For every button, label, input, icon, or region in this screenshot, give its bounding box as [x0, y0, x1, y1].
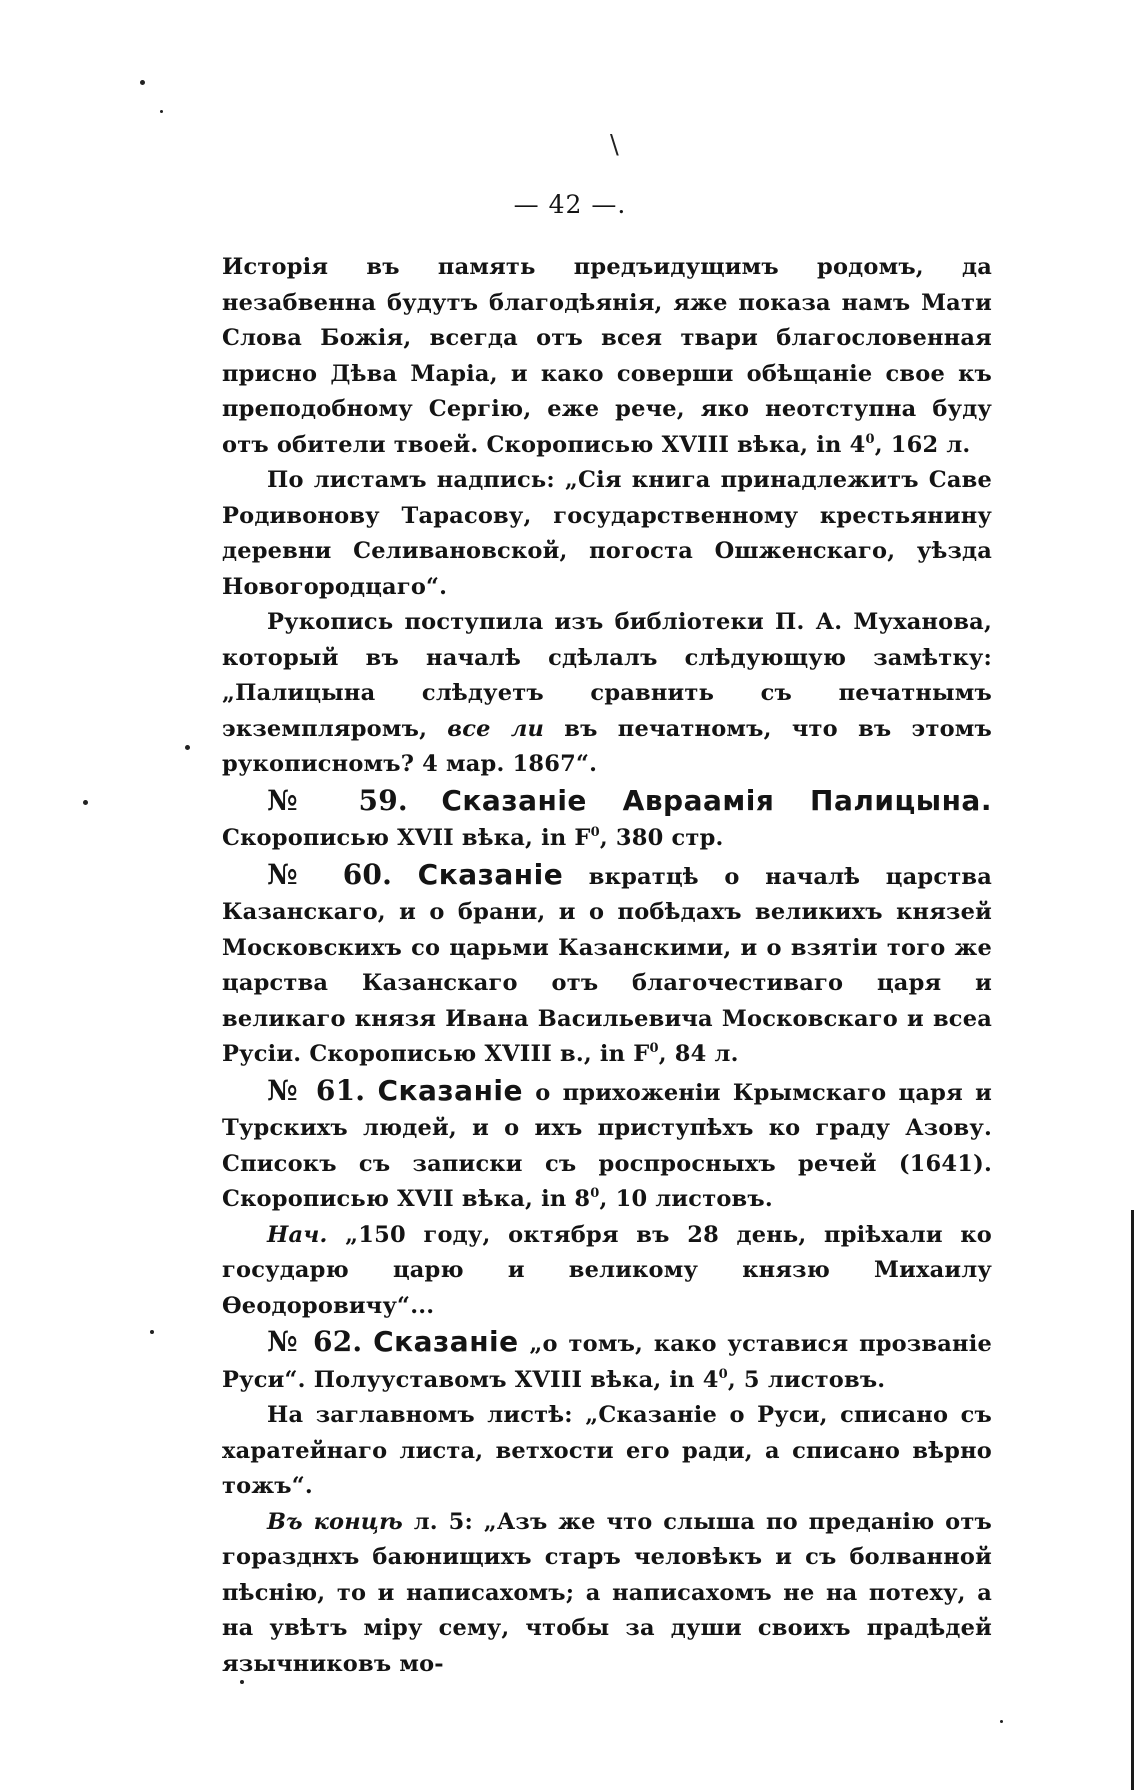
catalog-entry-61: № 61. Сказаніе о прихоженіи Крымскаго царя и Турскихъ людей, и о ихъ приступѣхъ ко граду Азову. Списокъ съ записки съ роспросныхъ речей (1641). Скорописью XVII вѣка, in $8^0$, 10 листовъ. — [222, 1073, 992, 1212]
paragraph: По листамъ надпись: „Сія книга принадлежитъ Саве Родивонову Тарасову, государственному крестьянину деревни Селивановской, погоста Ошженскаго, уѣзда Новогородцаго“. — [222, 467, 992, 600]
page-edge-line — [1131, 1210, 1134, 1790]
paragraph: Нач. „150 году, октября въ 28 день, пріѣхали ко государю царю и великому князю Михаилу Ѳеодоровичу“... — [222, 1221, 992, 1319]
scan-speck — [150, 1330, 154, 1334]
paragraph: Въ концѣ л. 5: „Азъ же что слыша по преданію отъ горазднхъ баюнищихъ старъ человѣкъ и съ болванной пѣснію, то и написахомъ; а написахомъ не на потеху, а на увѣтъ міру сему, чтобы за души своихъ прадѣдей язычниковъ мо- — [222, 1508, 992, 1677]
scan-speck — [140, 80, 145, 85]
paragraph: Рукопись поступила изъ библіотеки П. А. Муханова, который въ началѣ сдѣлалъ слѣдующую замѣтку: „Палицына слѣдуетъ сравнить съ печатнымъ экземпляромъ, все ли въ печатномъ, что въ этомъ рукописномъ? 4 мар. 1867“. — [222, 609, 992, 777]
entry-title: Сказаніе Авраамія Палицына. — [441, 783, 992, 817]
catalog-entry-62: № 62. Сказаніе „о томъ, како уставися прозваніе Руси“. Полууставомъ XVIII вѣка, in $4^0$, 5 листовъ. — [222, 1325, 992, 1393]
scan-speck — [83, 800, 88, 805]
scan-speck — [1000, 1720, 1003, 1723]
scan-speck — [160, 110, 163, 113]
scan-mark: \ — [610, 130, 619, 160]
incipit-label: Нач. — [267, 1221, 328, 1248]
entry-title: Сказаніе — [373, 1325, 519, 1358]
explicit-label: Въ концѣ — [267, 1508, 403, 1535]
entry-number: № 60. — [267, 857, 393, 891]
paragraph: На заглавномъ листѣ: „Сказаніе о Руси, списано съ харатейнаго листа, ветхости его ради, а списано вѣрно тожъ“. — [222, 1402, 992, 1499]
entry-title: Сказаніе — [377, 1073, 524, 1107]
catalog-entry-60: № 60. Сказаніе вкратцѣ о началѣ царства Казанскаго, и о брани, и о побѣдахъ великихъ князей Московскихъ со царьми Казанскими, и о взятіи того же царства Казанскаго отъ благочестиваго царя и великаго князя Ивана Васильевича Московскаго и всеа Русіи. Скорописью XVIII в., in $F^0$, 84 л. — [222, 857, 992, 1067]
catalog-entry-59: № 59. Сказаніе Авраамія Палицына. Скорописью XVII вѣка, in $F^0$, 380 стр. — [222, 783, 992, 851]
body-text — [222, 250, 992, 1682]
entry-number: № 61. — [267, 1073, 366, 1107]
entry-number: № 62. — [267, 1325, 363, 1358]
scan-speck — [185, 745, 190, 750]
page-number: — 42 —. — [513, 190, 627, 219]
paragraph: Исторія въ память предъидущимъ родомъ, да незабвенна будутъ благодѣянія, яже показа намъ Мати Слова Божія, всегда отъ всея твари благословенная присно Дѣва Марiа, и како соверши обѣщаніе свое къ преподобному Сергію, еже рече, яко неотступна буду отъ обители твоей. Скорописью XVIII вѣка, in $4^0$, 162 л. — [222, 254, 992, 458]
entry-number: № 59. — [267, 783, 408, 817]
entry-title: Сказаніе — [417, 857, 564, 891]
